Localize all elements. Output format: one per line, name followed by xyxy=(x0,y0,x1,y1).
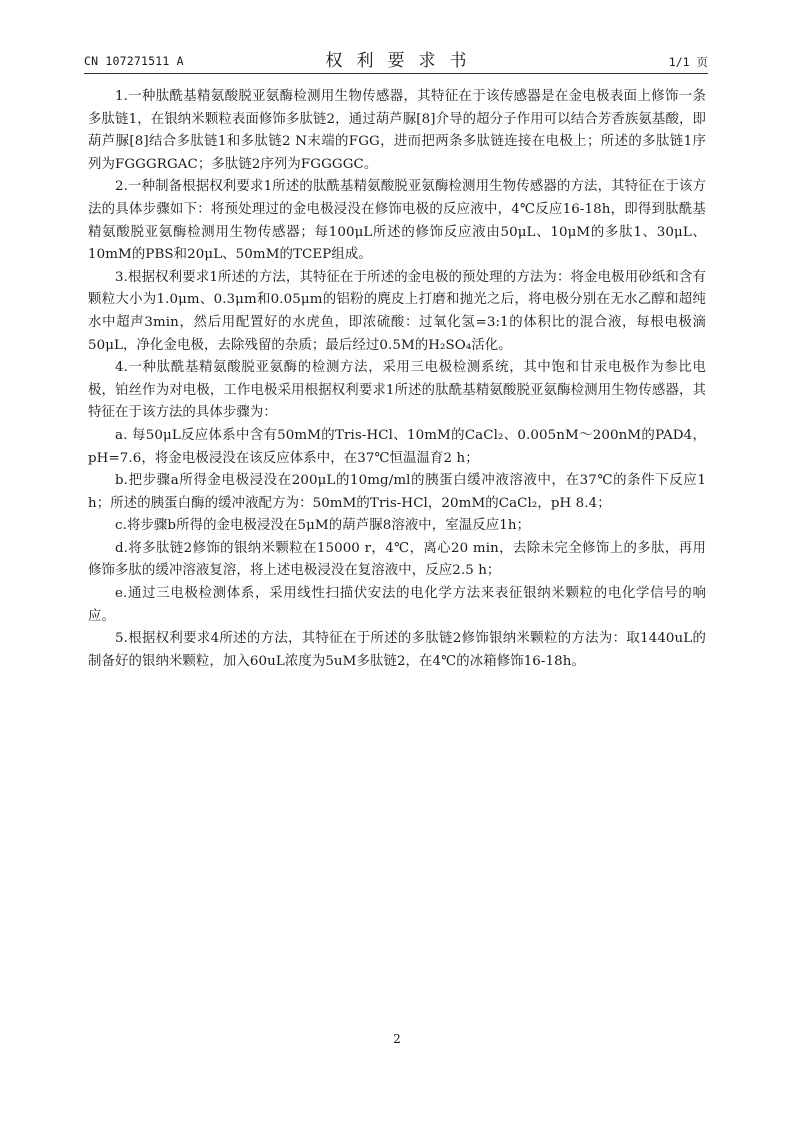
claims-body xyxy=(88,86,706,673)
document-number: CN 107271511 A xyxy=(84,54,184,68)
claim-4-step-c: c.将步骤b所得的金电极浸没在5μM的葫芦脲8溶液中，室温反应1h； xyxy=(115,518,531,534)
claim-5: 5.根据权利要求4所述的方法，其特征在于所述的多肽链2修饰银纳米颗粒的方法为：取1440uL的制备好的银纳米颗粒，加入60uL浓度为5uM多肽链2，在4℃的冰箱修饰16-18h。 xyxy=(88,631,706,669)
claim-1: 1.一种肽酰基精氨酸脱亚氨酶检测用生物传感器，其特征在于该传感器是在金电极表面上修饰一条多肽链1，在银纳米颗粒表面修饰多肽链2，通过葫芦脲[8]介导的超分子作用可以结合芳香族氨基酸，即葫芦脲[8]结合多肽链1和多肽链2 N末端的FGG，进而把两条多肽链连接在电极上；所述的多肽链1序列为FGGGRGAC；多肽链2序列为FGGGGC。 xyxy=(88,89,706,172)
page-label: 1/1 页 xyxy=(668,55,708,69)
claim-4-step-e: e.通过三电极检测体系，采用线性扫描伏安法的电化学方法来表征银纳米颗粒的电化学信号的响应。 xyxy=(88,586,706,624)
claim-2: 2.一种制备根据权利要求1所述的肽酰基精氨酸脱亚氨酶检测用生物传感器的方法，其特征在于该方法的具体步骤如下：将预处理过的金电极浸没在修饰电极的反应液中，4℃反应16-18h，即得到肽酰基精氨酸脱亚氨酶检测用生物传感器；每100μL所述的修饰反应液由50μL、10μM的多肽1、30μL、10mM的PBS和20μL、50mM的TCEP组成。 xyxy=(88,179,706,263)
header-divider xyxy=(84,73,708,74)
claim-4-step-b: b.把步骤a所得金电极浸没在200μL的10mg/ml的胰蛋白缓冲液溶液中，在37℃的条件下反应1 h；所述的胰蛋白酶的缓冲液配方为：50mM的Tris-HCl，20mM的CaCl₂，pH 8.4； xyxy=(88,473,706,511)
claim-4-step-a: a. 每50μL反应体系中含有50mM的Tris-HCl、10mM的CaCl₂、0.005nM～200nM的PAD4，pH=7.6，将金电极浸没在该反应体系中，在37℃恒温温育2 h； xyxy=(88,427,706,466)
claim-4: 4.一种肽酰基精氨酸脱亚氨酶的检测方法，采用三电极检测系统，其中饱和甘汞电极作为参比电极，铂丝作为对电极，工作电极采用根据权利要求1所述的肽酰基精氨酸脱亚氨酶检测用生物传感器，其特征在于该方法的具体步骤为： xyxy=(88,360,706,421)
claim-4-step-d: d.将多肽链2修饰的银纳米颗粒在15000 r，4℃，离心20 min，去除未完全修饰上的多肽，再用修饰多肽的缓冲溶液复溶，将上述电极浸没在复溶液中，反应2.5 h； xyxy=(88,540,706,579)
page-header xyxy=(84,44,708,72)
document-title: 权利要求书 xyxy=(325,51,481,71)
claim-3: 3.根据权利要求1所述的方法，其特征在于所述的金电极的预处理的方法为：将金电极用砂纸和含有颗粒大小为1.0μm、0.3μm和0.05μm的铝粉的麂皮上打磨和抛光之后，将电极分别在无水乙醇和超纯水中超声3min，然后用配置好的水虎鱼，即浓硫酸：过氧化氢=3:1的体积比的混合液，每根电极滴50μL，净化金电极，去除残留的杂质；最后经过0.5M的H₂SO₄活化。 xyxy=(88,269,706,353)
page-number: 2 xyxy=(393,1032,401,1046)
